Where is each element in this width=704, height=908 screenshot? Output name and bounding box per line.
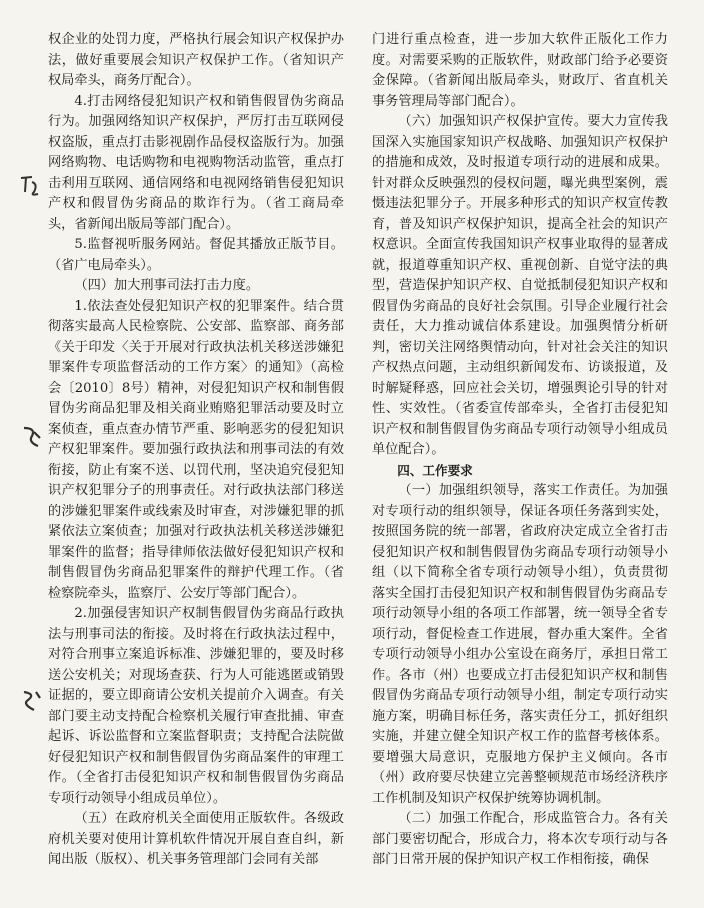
paragraph: 权企业的处罚力度，严格执行展会知识产权保护办法，做好重要展会知识产权保护工作。（省知识产权局牵头，商务厅配合）。	[48, 32, 344, 88]
paragraph: 门进行重点检查，进一步加大软件正版化工作力度。对需要采购的正版软件，财政部门给予必要资金保障。（省新闻出版局牵头，财政厅、省直机关事务管理局等部门配合）。	[372, 32, 668, 109]
paragraph: （二）加强工作配合，形成监管合力。各有关部门要密切配合，形成合力，将本次专项行动与各部门日常开展的保护知识产权工作相衔接，确保	[372, 811, 668, 867]
section-subheading: （四）加大刑事司法打击力度。	[74, 278, 260, 293]
paragraph: （六）加强知识产权保护宣传。要大力宣传我国深入实施国家知识产权战略、加强知识产权保护的措施和成效，及时报道专项行动的进展和成果。针对群众反映强烈的侵权问题，曝光典型案例，震慑违法犯罪分子。开展多种形式的知识产权宣传教育，普及知识产权保护知识，提高全社会的知识产权意识。全面宣传我国知识产权事业取得的显著成就，报道尊重知识产权、重视创新、自觉守法的典型，营造保护知识产权、自觉抵制侵犯知识产权和假冒伪劣商品的良好社会氛围。引导企业履行社会责任，大力推动诚信体系建设。加强舆情分析研判，密切关注网络舆情动向，针对社会关注的知识产权热点问题，主动组织新闻发布、访谈报道，及时解疑释惑，回应社会关切，增强舆论引导的针对性、实效性。（省委宣传部牵头，全省打击侵犯知识产权和制售假冒伪劣商品专项行动领导小组成员单位配合）。	[372, 114, 668, 457]
section-heading: 四、工作要求	[397, 462, 473, 478]
section-subheading: （五）在政府机关全面使用正版软件。各级政府机关要对使用计算机软件情况开展自查自纠，新闻出版（版权）、机关事务管理部门会同有关部	[48, 811, 344, 867]
margin-pen-mark	[18, 688, 44, 714]
right-column	[372, 30, 668, 871]
left-column	[48, 30, 344, 871]
margin-pen-mark	[18, 172, 44, 198]
paragraph: （一）加强组织领导，落实工作责任。为加强对专项行动的组织领导，保证各项任务落到实处，按照国务院的统一部署，省政府决定成立全省打击侵犯知识产权和制售假冒伪劣商品专项行动领导小组（以下简称全省专项行动领导小组），负责贯彻落实全国打击侵犯知识产权和制售假冒伪劣商品专项行动领导小组的各项工作部署，统一领导全省专项行动，督促检查工作进展，督办重大案件。全省专项行动领导小组办公室设在商务厅，承担日常工作。各市（州）也要成立打击侵犯知识产权和制售假冒伪劣商品专项行动领导小组，制定专项行动实施方案，明确目标任务，落实责任分工，抓好组织实施，并建立健全知识产权工作的监督考核体系。要增强大局意识，克服地方保护主义倾向。各市（州）政府要尽快建立完善整顿规范市场经济秩序工作机制及知识产权保护统筹协调机制。	[372, 483, 668, 806]
margin-pen-mark	[20, 424, 46, 450]
paragraph: 2.加强侵害知识产权制售假冒伪劣商品行政执法与刑事司法的衔接。及时将在行政执法过程中，对符合刑事立案追诉标准、涉嫌犯罪的，要及时移送公安机关；对现场查获、行为人可能逃匿或销毁证据的，要立即商请公安机关提前介入调查。有关部门要主动支持配合检察机关履行审查批捕、审查起诉、诉讼监督和立案监督职责；支持配合法院做好侵犯知识产权和制售假冒伪劣商品案件的审理工作。（全省打击侵犯知识产权和制售假冒伪劣商品专项行动领导小组成员单位）。	[48, 606, 344, 806]
paragraph: 1.依法查处侵犯知识产权的犯罪案件。结合贯彻落实最高人民检察院、公安部、监察部、商务部《关于印发〈关于开展对行政执法机关移送涉嫌犯罪案件专项监督活动的工作方案〉的通知》（高检会〔2010〕8号）精神，对侵犯知识产权和制售假冒伪劣商品犯罪及相关商业贿赂犯罪活动要及时立案侦查，重点查办情节严重、影响恶劣的侵犯知识产权犯罪案件。要加强行政执法和刑事司法的有效衔接，防止有案不送、以罚代刑，坚决追究侵犯知识产权犯罪分子的刑事责任。对行政执法部门移送的涉嫌犯罪案件或线索及时审查，对涉嫌犯罪的抓紧依法立案侦查；加强对行政执法机关移送涉嫌犯罪案件的监督；指导律师依法做好侵犯知识产权和制售假冒伪劣商品犯罪案件的辩护代理工作。（省检察院牵头，监察厅、公安厅等部门配合）。	[48, 298, 344, 601]
paragraph: 5.监督视听服务网站。督促其播放正版节目。（省广电局牵头）。	[48, 237, 344, 273]
paragraph: 4.打击网络侵犯知识产权和销售假冒伪劣商品行为。加强网络知识产权保护，严厉打击互联网侵权盗版，重点打击影视剧作品侵权盗版行为。加强网络购物、电话购物和电视购物活动监管，重点打击利用互联网、通信网络和电视网络销售侵犯知识产权和假冒伪劣商品的欺诈行为。（省工商局牵头，省新闻出版局等部门配合）。	[48, 93, 344, 232]
